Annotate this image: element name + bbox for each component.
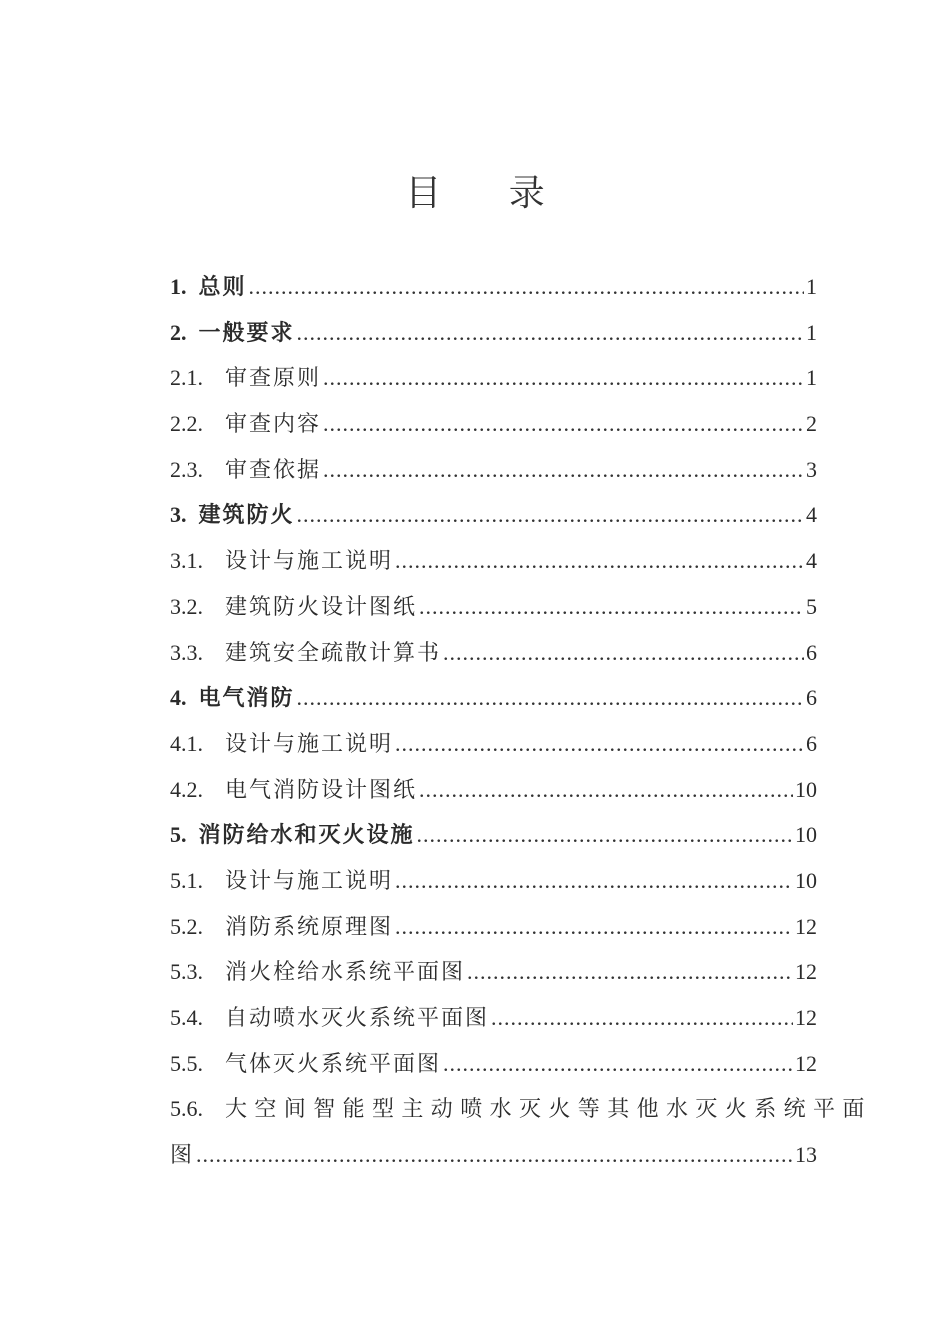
dot-leader bbox=[491, 995, 793, 1041]
toc-entry-page: 10 bbox=[795, 776, 817, 802]
toc-entry-number: 5.2. bbox=[170, 913, 203, 939]
toc-entry-page: 4 bbox=[806, 502, 817, 528]
toc-title: 目 录 bbox=[405, 173, 573, 214]
dot-leader bbox=[467, 949, 793, 995]
toc-entry-continuation[interactable] bbox=[170, 1132, 817, 1178]
toc-entry[interactable] bbox=[170, 310, 817, 356]
toc-entry-page: 6 bbox=[806, 685, 817, 711]
toc-entry-label: 消火栓给水系统平面图 bbox=[225, 960, 466, 986]
dot-leader bbox=[323, 401, 804, 447]
toc-entry-number: 5.5. bbox=[170, 1050, 203, 1076]
toc-entry[interactable] bbox=[170, 858, 817, 904]
toc-entry-page: 4 bbox=[806, 548, 817, 574]
toc-entry-label: 审查依据 bbox=[225, 457, 322, 483]
toc-entry[interactable] bbox=[170, 1041, 817, 1087]
toc-entry-number: 1. bbox=[170, 274, 187, 299]
toc-entry-page: 10 bbox=[795, 822, 817, 848]
toc-entry-page: 12 bbox=[795, 1050, 817, 1076]
toc-entry-page: 1 bbox=[806, 365, 817, 391]
toc-entry-number: 2.3. bbox=[170, 456, 203, 482]
toc-entry-label: 电气消防 bbox=[198, 685, 295, 712]
dot-leader bbox=[443, 1041, 793, 1087]
toc-entry-label: 建筑安全疏散计算书 bbox=[225, 640, 442, 666]
toc-entry-number: 4.1. bbox=[170, 730, 203, 756]
toc-entry-number: 5.4. bbox=[170, 1005, 203, 1030]
dot-leader bbox=[297, 675, 804, 721]
toc-entry-label-continuation: 图 bbox=[170, 1143, 195, 1169]
toc-entry[interactable] bbox=[170, 949, 817, 995]
toc-entry-label: 气体灭火系统平面图 bbox=[225, 1051, 442, 1077]
toc-entry-label: 设计与施工说明 bbox=[225, 549, 394, 575]
toc-entry-page: 12 bbox=[795, 913, 817, 939]
dot-leader bbox=[443, 630, 804, 676]
toc-entry-page: 1 bbox=[806, 319, 817, 345]
toc-entry-number: 5.1. bbox=[170, 867, 203, 893]
toc-entry-page: 5 bbox=[806, 593, 817, 619]
toc-entry-number: 4.2. bbox=[170, 776, 203, 802]
toc-entry-page: 10 bbox=[795, 867, 817, 893]
toc-entry-page: 2 bbox=[806, 411, 817, 437]
dot-leader bbox=[419, 584, 804, 630]
toc-entry-label: 大空间智能型主动喷水灭火等其他水灭火系统平面 bbox=[225, 1097, 872, 1123]
toc-entry[interactable] bbox=[170, 584, 817, 630]
dot-leader bbox=[395, 538, 804, 584]
toc-entry-number: 2.1. bbox=[170, 365, 203, 391]
toc-entry-number: 3.2. bbox=[170, 593, 203, 619]
toc-entry-number: 5. bbox=[170, 822, 187, 848]
dot-leader bbox=[323, 447, 804, 493]
toc-entry-page: 13 bbox=[795, 1142, 817, 1168]
toc-entry[interactable] bbox=[170, 355, 817, 401]
toc-entry-page: 1 bbox=[806, 274, 817, 299]
toc-entry-page: 12 bbox=[795, 1005, 817, 1030]
toc-entry[interactable] bbox=[170, 904, 817, 950]
toc-entry-label: 审查内容 bbox=[225, 412, 322, 438]
table-of-contents bbox=[170, 264, 872, 1178]
toc-entry[interactable] bbox=[170, 538, 817, 584]
toc-entry-label: 设计与施工说明 bbox=[225, 731, 394, 757]
dot-leader bbox=[323, 355, 804, 401]
toc-entry-label: 自动喷水灭火系统平面图 bbox=[225, 1006, 490, 1031]
dot-leader bbox=[297, 310, 804, 356]
toc-entry[interactable] bbox=[170, 995, 817, 1041]
toc-entry-label: 审查原则 bbox=[225, 366, 322, 392]
toc-entry-page: 12 bbox=[795, 959, 817, 985]
toc-entry-number: 4. bbox=[170, 685, 187, 711]
toc-entry-page: 3 bbox=[806, 456, 817, 482]
toc-entry-number: 3.1. bbox=[170, 548, 203, 574]
toc-entry-number: 2. bbox=[170, 319, 187, 345]
toc-entry[interactable] bbox=[170, 264, 817, 310]
toc-entry-label: 总则 bbox=[198, 274, 247, 300]
toc-entry-label: 设计与施工说明 bbox=[225, 868, 394, 894]
toc-entry-label: 消防给水和灭火设施 bbox=[198, 822, 415, 849]
toc-entry[interactable] bbox=[170, 630, 817, 676]
toc-entry[interactable] bbox=[170, 1086, 872, 1132]
toc-entry[interactable] bbox=[170, 492, 817, 538]
toc-entry-label: 电气消防设计图纸 bbox=[225, 777, 418, 803]
toc-entry-number: 3. bbox=[170, 502, 187, 528]
toc-entry-label: 消防系统原理图 bbox=[225, 914, 394, 940]
toc-entry-number: 5.6. bbox=[170, 1096, 203, 1122]
dot-leader bbox=[417, 812, 793, 858]
toc-entry-label: 建筑防火 bbox=[198, 502, 295, 529]
toc-entry[interactable] bbox=[170, 675, 817, 721]
toc-entry-page: 6 bbox=[806, 730, 817, 756]
toc-entry-page: 6 bbox=[806, 639, 817, 665]
toc-entry[interactable] bbox=[170, 447, 817, 493]
toc-entry[interactable] bbox=[170, 401, 817, 447]
toc-entry-number: 3.3. bbox=[170, 639, 203, 665]
toc-entry-number: 5.3. bbox=[170, 959, 203, 985]
toc-entry-number: 2.2. bbox=[170, 411, 203, 437]
toc-entry[interactable] bbox=[170, 767, 817, 813]
toc-entry[interactable] bbox=[170, 721, 817, 767]
dot-leader bbox=[249, 264, 804, 310]
dot-leader bbox=[395, 904, 793, 950]
toc-entry[interactable] bbox=[170, 812, 817, 858]
dot-leader bbox=[419, 767, 793, 813]
toc-entry-label: 建筑防火设计图纸 bbox=[225, 594, 418, 620]
dot-leader bbox=[395, 721, 804, 767]
dot-leader bbox=[395, 858, 793, 904]
dot-leader bbox=[196, 1132, 793, 1178]
dot-leader bbox=[297, 492, 804, 538]
toc-entry-label: 一般要求 bbox=[198, 319, 295, 346]
